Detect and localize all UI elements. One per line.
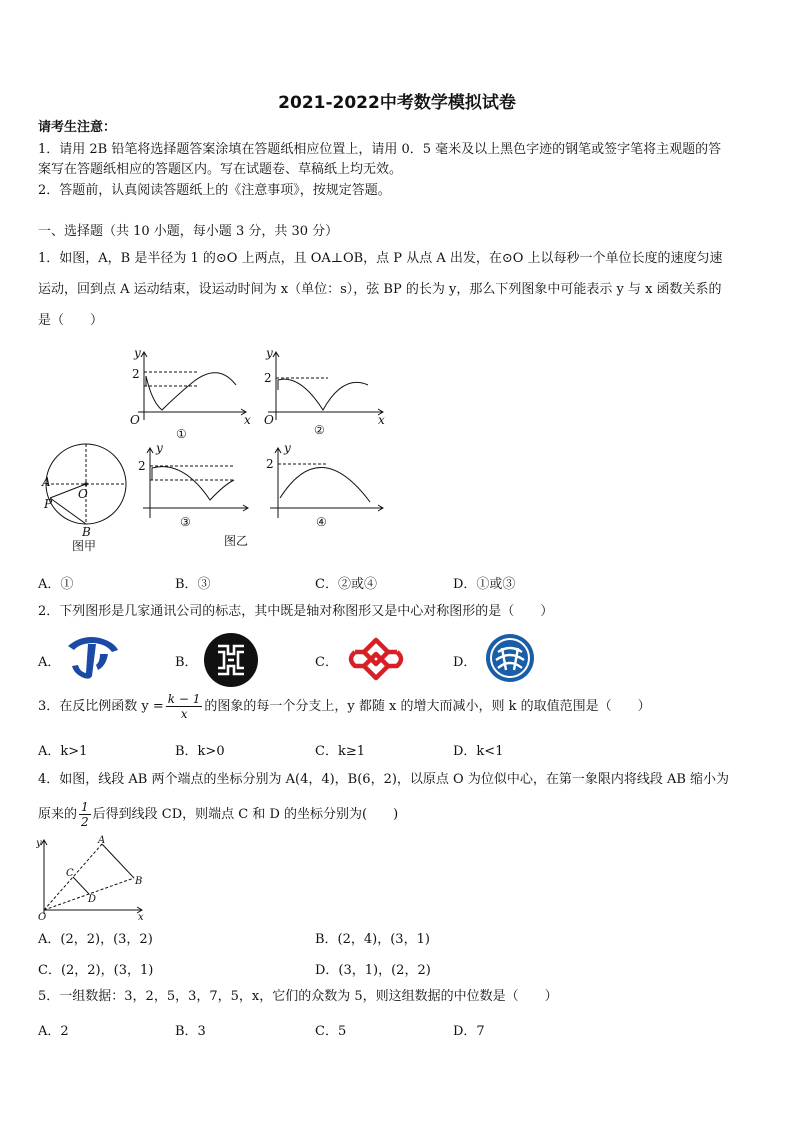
q1-figure [38, 340, 388, 556]
fig-jia-caption: 图甲 [72, 539, 97, 553]
q5-option-c: C．5 [315, 1024, 347, 1039]
q3-option-d: D．k<1 [453, 744, 504, 759]
q4-fraction-num: 1 [81, 800, 89, 814]
q4-option-b: B．(2，4)，(3，1) [315, 932, 430, 947]
q4-option-a: A．(2，2)，(3，2) [38, 932, 153, 947]
q5-option-b: B．3 [175, 1024, 206, 1039]
section-heading: 一、选择题（共 10 小题，每小题 3 分，共 30 分） [38, 224, 339, 239]
q4-fraction [79, 800, 91, 829]
q4-figure [36, 834, 148, 922]
q4-y-label: y [36, 838, 42, 849]
g1-caption: ① [176, 427, 187, 441]
g3-two-label: 2 [138, 459, 146, 473]
q4-line-2-post: 后得到线段 CD，则端点 C 和 D 的坐标分别为( ) [92, 807, 399, 822]
q1-option-a: A．① [38, 577, 74, 592]
q2-stem: 2．下列图形是几家通讯公司的标志，其中既是轴对称图形又是中心对称图形的是（ ） [38, 604, 554, 619]
g3-y-label: y [156, 441, 163, 455]
q3-stem [38, 692, 651, 722]
g3-caption: ③ [180, 515, 191, 529]
q1-line-2: 运动，回到点 A 运动结束，设运动时间为 x（单位：s），弦 BP 的长为 y，那么下列图象中可能表示 y 与 x 函数关系的 [38, 282, 722, 297]
g2-caption: ② [314, 423, 325, 437]
q4-line-1: 4．如图，线段 AB 两个端点的坐标分别为 A(4，4)，B(6，2)，以原点 O 为位似中心，在第一象限内将线段 AB 缩小为 [38, 772, 730, 787]
q4-origin-label: O [38, 912, 47, 922]
q4-x-label: x [138, 912, 144, 922]
telecom-logo-icon [62, 632, 124, 682]
q3-stem-post: 的图象的每一个分支上，y 都随 x 的增大而减小，则 k 的取值范围是（ ） [204, 699, 651, 714]
fig-yi-caption: 图乙 [224, 534, 249, 548]
unicom-knot-logo-icon [343, 634, 409, 684]
q3-fraction-num: k − 1 [167, 692, 201, 706]
q5-stem: 5．一组数据：3，2，5，3，7，5，x，它们的众数为 5，则这组数据的中位数是（ ） [38, 989, 558, 1004]
circle-label-p: P [44, 497, 53, 511]
q1-option-b: B．③ [175, 577, 211, 592]
notice-line-2: 案写在答题纸相应的答题区内。写在试题卷、草稿纸上均无效。 [38, 162, 403, 177]
g4-caption: ④ [316, 515, 327, 529]
g2-y-label: y [266, 346, 273, 360]
q4-line-2 [38, 800, 398, 830]
circle-label-o: O [78, 487, 88, 501]
q2-option-c: C． [315, 655, 338, 670]
q3-option-c: C．k≥1 [315, 744, 365, 759]
q4-point-a: A [98, 835, 106, 846]
q4-line-2-pre: 原来的 [38, 807, 78, 822]
q2-option-a: A． [38, 655, 61, 670]
q4-option-c: C．(2，2)，(3，1) [38, 963, 154, 978]
q1-option-d: D．①或③ [453, 577, 516, 592]
g1-x-label: x [244, 413, 251, 427]
q4-fraction-den: 2 [81, 815, 89, 829]
q5-option-d: D．7 [453, 1024, 485, 1039]
q2-option-b: B． [175, 655, 198, 670]
g2-origin-label: O [264, 413, 274, 427]
notice-line-1: 1．请用 2B 铅笔将选择题答案涂填在答题纸相应位置上，请用 0．5 毫米及以上黑色字迹的钢笔或签字笔将主观题的答 [38, 142, 722, 157]
notice-heading: 请考生注意： [38, 120, 117, 135]
g4-y-label: y [284, 441, 291, 455]
q3-fraction [166, 692, 203, 721]
q1-line-1: 1．如图，A，B 是半径为 1 的⊙O 上两点，且 OA⊥OB，点 P 从点 A 出发，在⊙O 上以每秒一个单位长度的速度匀速 [38, 251, 723, 266]
stripe-logo-icon [203, 632, 259, 688]
q4-option-d: D．(3，1)，(2，2) [315, 963, 431, 978]
g2-two-label: 2 [264, 371, 272, 385]
mobile-logo-icon [484, 632, 536, 684]
q5-option-a: A．2 [38, 1024, 69, 1039]
circle-label-b: B [82, 525, 91, 539]
g2-x-label: x [378, 413, 385, 427]
q4-point-b: B [135, 876, 143, 887]
q4-point-c: C [66, 868, 74, 879]
g1-origin-label: O [130, 413, 140, 427]
q2-option-d: D． [453, 655, 477, 670]
page-title: 2021-2022中考数学模拟试卷 [278, 93, 516, 113]
circle-label-a: A [42, 475, 51, 489]
q3-fraction-den: x [180, 707, 188, 721]
q3-option-a: A．k>1 [38, 744, 88, 759]
q1-option-c: C．②或④ [315, 577, 377, 592]
q4-point-d: D [88, 894, 97, 905]
g4-two-label: 2 [266, 457, 274, 471]
g1-two-label: 2 [132, 367, 140, 381]
q3-option-b: B．k>0 [175, 744, 225, 759]
q1-line-3: 是（ ） [38, 313, 104, 328]
g1-y-label: y [134, 346, 141, 360]
notice-line-3: 2．答题前，认真阅读答题纸上的《注意事项》，按规定答题。 [38, 183, 391, 198]
q3-stem-pre: 3．在反比例函数 y = [38, 699, 164, 714]
